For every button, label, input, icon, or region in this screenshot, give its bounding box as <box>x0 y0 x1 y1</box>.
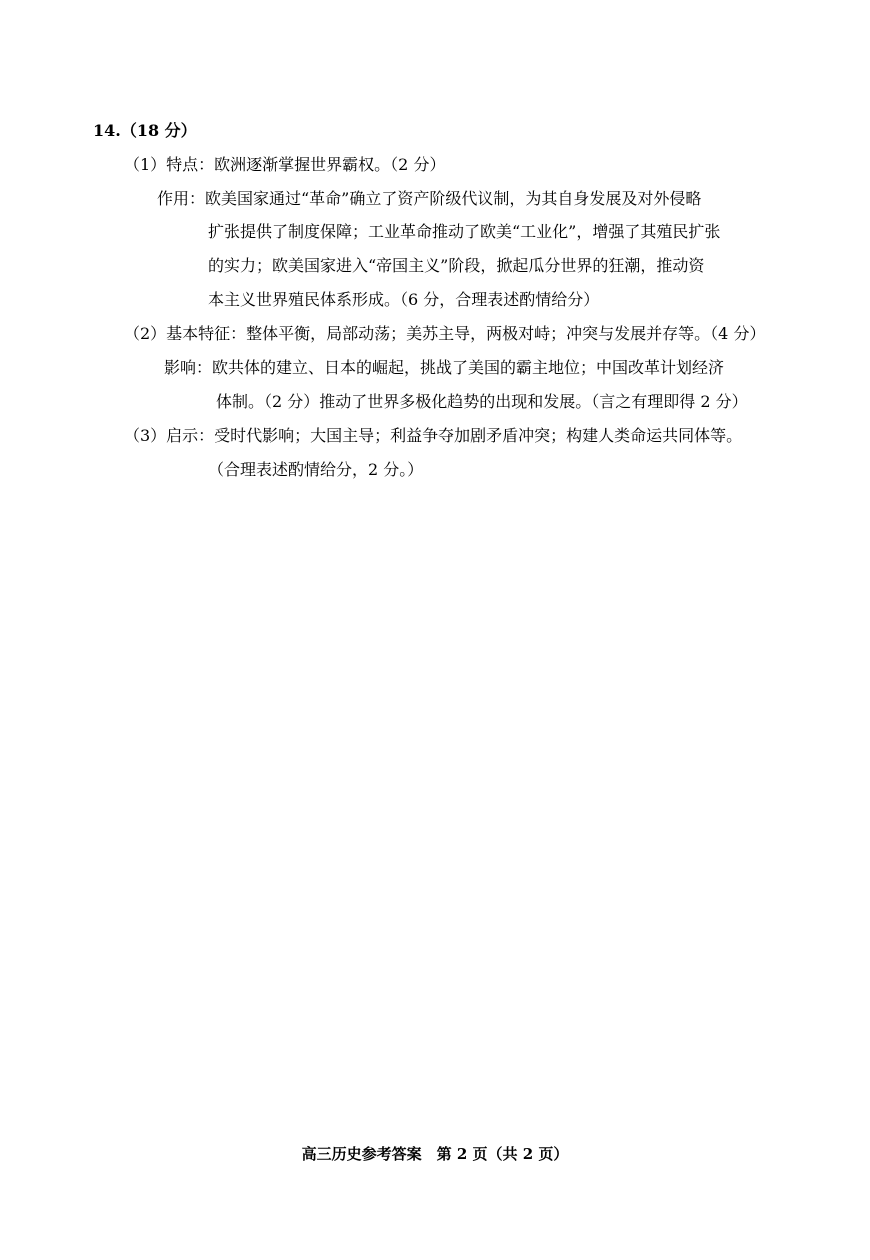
question-header: 14.（18 分） <box>93 121 197 140</box>
part3-line1: （3）启示：受时代影响；大国主导；利益争夺加剧矛盾冲突；构建人类命运共同体等。 <box>124 426 743 445</box>
page-footer: 高三历史参考答案 第 2 页（共 2 页） <box>301 1145 569 1163</box>
part3-line2: （合理表述酌情给分，2 分。） <box>208 460 424 479</box>
part1-feature: （1）特点：欧洲逐渐掌握世界霸权。（2 分） <box>124 155 446 174</box>
part1-effect-line3: 的实力；欧美国家进入“帝国主义”阶段，掀起瓜分世界的狂潮，推动资 <box>208 256 705 275</box>
part1-effect-line2: 扩张提供了制度保障；工业革命推动了欧美“工业化”，增强了其殖民扩张 <box>208 222 721 241</box>
part1-effect-line4: 本主义世界殖民体系形成。（6 分，合理表述酌情给分） <box>208 290 600 309</box>
part2-impact-line2: 体制。（2 分）推动了世界多极化趋势的出现和发展。（言之有理即得 2 分） <box>216 392 748 411</box>
part2-impact-line1: 影响：欧共体的建立、日本的崛起，挑战了美国的霸主地位；中国改革计划经济 <box>164 358 725 377</box>
part1-effect-line1: 作用：欧美国家通过“革命”确立了资产阶级代议制，为其自身发展及对外侵略 <box>157 189 702 208</box>
part2-feature: （2）基本特征：整体平衡，局部动荡；美苏主导，两极对峙；冲突与发展并存等。（4 分） <box>124 324 766 343</box>
